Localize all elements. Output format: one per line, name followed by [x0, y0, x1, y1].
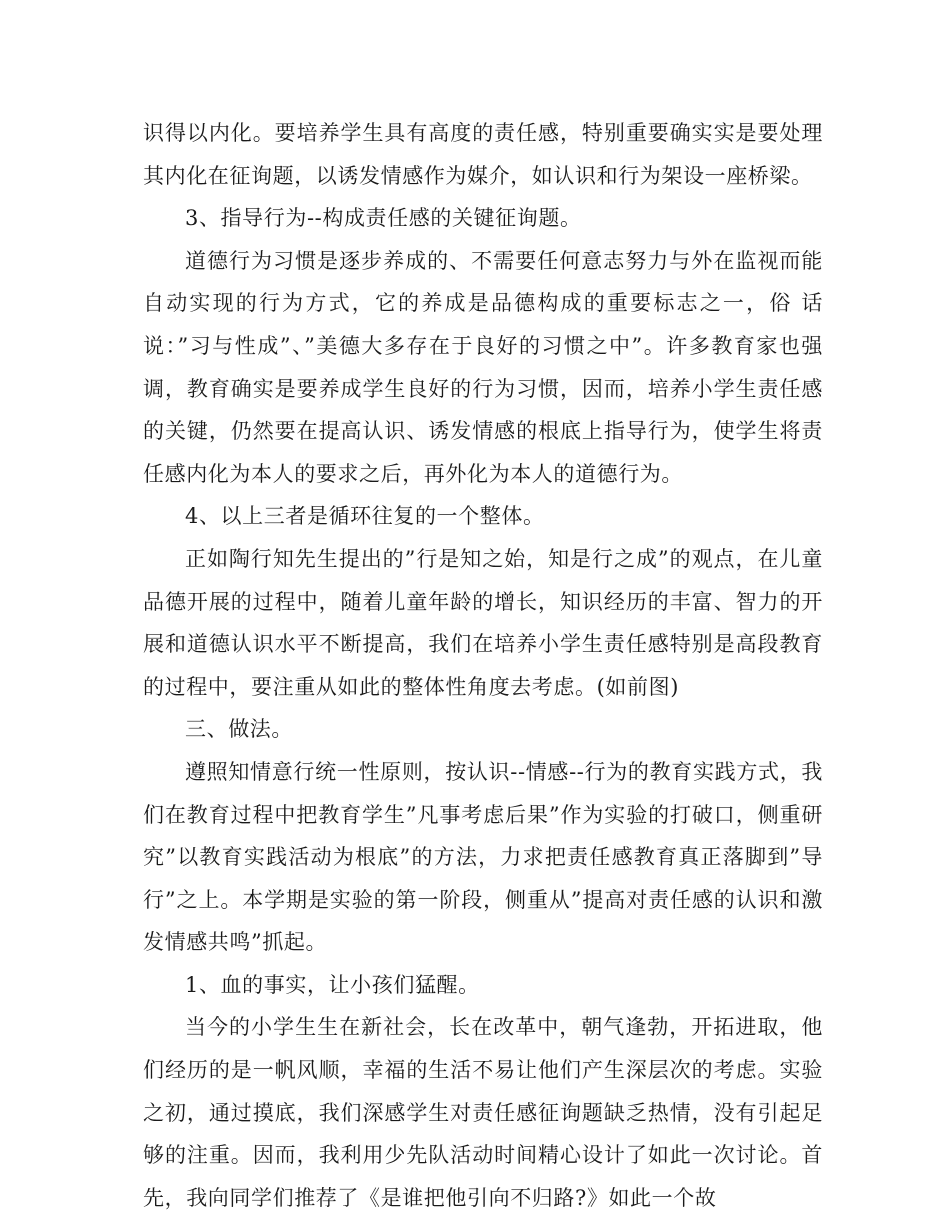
paragraph-5: 正如陶行知先生提出的”行是知之始，知是行之成”的观点，在儿童品德开展的过程中，随着儿童年龄的增长，知识经历的丰富、智力的开展和道德认识水平不断提高，我们在培养小学生责任感特别是高段教育的过程中，要注重从如此的整体性角度去考虑。(如前图) [143, 546, 823, 699]
paragraph-1: 识得以内化。要培养学生具有高度的责任感，特别重要确实实是要处理其内化在征询题，以诱发情感作为媒介，如认识和行为架设一座桥梁。 [143, 121, 823, 188]
paragraph-6: 三、做法。 [185, 717, 293, 742]
paragraph-2: 3、指导行为--构成责任感的关键征询题。 [185, 206, 582, 231]
paragraph-3: 道德行为习惯是逐步养成的、不需要任何意志努力与外在监视而能自动实现的行为方式，它的养成是品德构成的重要标志之一，俗 话说：”习与性成”、”美德大多存在于良好的习惯之中”。许多教育家也强调，教育确实是要养成学生良好的行为习惯，因而，培养小学生责任感的关键，仍然要在提高认识、诱发情感的根底上指导行为，使学生将责任感内化为本人的要求之后，再外化为本人的道德行为。 [143, 248, 823, 486]
paragraph-8: 1、血的事实，让小孩们猛醒。 [185, 972, 480, 997]
paragraph-9: 当今的小学生生在新社会，长在改革中，朝气逢勃，开拓进取，他们经历的是一帆风顺，幸福的生活不易让他们产生深层次的考虑。实验之初，通过摸底，我们深感学生对责任感征询题缺乏热情，没有引起足够的注重。因而，我利用少先队活动时间精心设计了如此一次讨论。首先，我向同学们推荐了《是谁把他引向不归路?》如此一个故 [143, 1015, 823, 1210]
document-body [143, 112, 823, 1219]
paragraph-4: 4、以上三者是循环往复的一个整体。 [185, 504, 545, 529]
paragraph-7: 遵照知情意行统一性原则，按认识--情感--行为的教育实践方式，我们在教育过程中把教育学生”凡事考虑后果”作为实验的打破口，侧重研究”以教育实践活动为根底”的方法，力求把责任感教育真正落脚到”导行”之上。本学期是实验的第一阶段，侧重从”提高对责任感的认识和激发情感共鸣”抓起。 [143, 759, 823, 955]
